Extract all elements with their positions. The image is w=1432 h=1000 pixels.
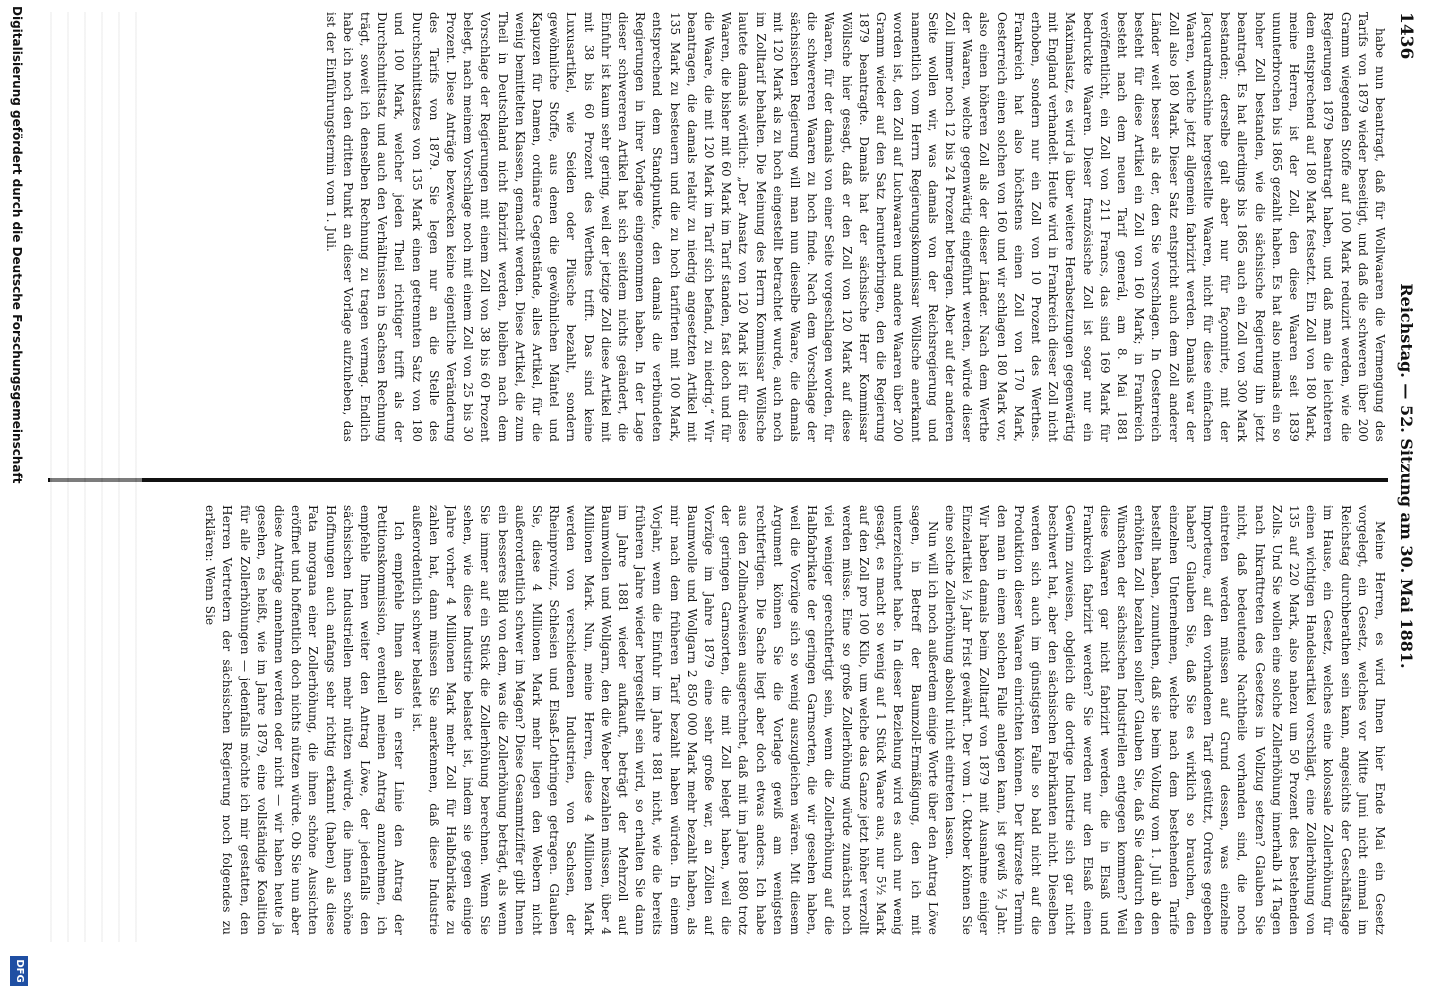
- show-through-text: [50, 12, 142, 942]
- paragraph: Ich empfehle Ihnen also in erster Linie den Antrag der Petitionskommission, eventuell meinen Antrag anzunehmen, ich empfehle Ihnen weiter den Antrag Löwe, der jedenfalls den sächsischen Industriellen mehr nützen würde, die ihnen schöne Hoffnungen auch anfangs sehr richtig erkannt (haben) als diese Fata morgana einer Zollerhöhung, die ihnen schöne Aussichten eröffnet und hoffentlich doch nichts nützen würde. Ob Sie nun aber diese Anträge annehmen werden oder nicht — wir haben heute ja gesehen, es heißt, wie im Jahre 1879, eine vollständige Koalition für alle Zollerhöhungen — jedenfalls möchte ich mir gestatten, den Herren Vertretern der sächsischen Regierung noch folgendes zu erklären: Wenn Sie: [203, 505, 407, 935]
- dfg-logo-icon: DFG: [10, 956, 28, 986]
- left-column: [148, 12, 1388, 442]
- paragraph: Nun will ich noch außerdem einige Worte über den Antrag Löwe sagen, in Betreff der Baumzoll-Ermäßigung, den ich mit unterzeichnet habe. In dieser Beziehung wird es auch nur wenig gesagt, es macht so wenig auf 1 Stück Waare aus, nur 5½ Mark auf den Zoll pro 100 Kilo, um welche das Ganze jetzt höher verzollt werden müsse. Eine so große Zollerhöhung würde zunächst noch viel weniger gerechtfertigt sein, wenn die Zollerhöhung auf die Halbfabrikate der geringen Garnsorten, die wir gesehen haben, weil die Vorzüge sich so wenig auszugleichen wären. Mit diesem Argument können Sie die Vorlage gewiß am wenigsten rechtfertigen. Die Sache liegt aber doch etwas anders. Ich habe aus den Zollnachweisen ausgerechnet, daß mit im Jahre 1880 trotz der geringen Garnsorten, die mit Zoll belegt haben, weil die Vorzüge im Jahre 1879 eine sehr große war, an Zöllen auf Baumwolle und Wollgarn 2 850 000 Mark mehr bezahlt haben, als mir nach dem früheren Tarif bezahlt haben würden. In einem Vorjahr, wenn die Einfuhr im Jahre 1881 nicht, wie die bereits früheren Jahre wieder hergestellt sein wird, so erhalten Sie dann im Jahre 1881 wieder aufkauft, beträgt der Mehrzoll auf Baumwollen und Wollgarn, den die Weber bezahlen müssen, über 4 Millionen Mark. Nun, meine Herren, diese 4 Millionen Mark werden von verschiedenen Industrien, von Sachsen, der Rheinprovinz, Schlesien und Elsaß-Lothringen getragen. Glauben Sie, diese 4 Millionen Mark mehr liegen den Webern nicht außerordentlich schwer im Magen? Diese Gesammtziffer gibt Ihnen ein besseres Bild von dem, was die Zollerhöhung beträgt, als wenn Sie immer auf ein Stück die Zollerhöhung berechnen. Wenn Sie sehen, wie diese Industrie belastet ist, indem sie gegen einige Jahre vorher 4 Millionen Mark mehr Zoll für Halbfabrikate zu zahlen hat, dann müssen Sie anerkennen, daß diese Industrie außerordentlich schwer belastet ist.: [409, 505, 940, 935]
- right-column: [148, 505, 1388, 935]
- footer-credit: Digitalisierung gefördert durch die Deutsche Forschungsgemeinschaft: [10, 6, 24, 484]
- page-header: [1386, 12, 1422, 940]
- page-number: 1436: [1396, 12, 1416, 60]
- column-divider: [48, 478, 1388, 482]
- paragraph: habe nun beantragt, daß für Wollwaaren die Vermengung des Tarifs von 1879 wieder beseitigt, und daß die schweren über 200 Gramm wiegenden Stoffe auf 100 Mark reduzirt werden, wie die Regierungen 1879 beantragt haben, und daß man die leichteren dem entsprechend auf 180 Mark festsetzt. Ein Zoll von 180 Mark, meine Herren, ist der Zoll, den diese Waaren seit 1839 ununterbrochen bis 1865 gezahlt haben. Es hat also niemals ein so hoher Zoll bestanden, wie die sächsische Regierung ihn jetzt beantragt. Es hat allerdings bis 1865 auch ein Zoll von 300 Mark bestanden; derselbe galt aber nur für façonnirte, mit der Jacquardmaschine hergestellte Waaren, nicht für diese einfachen Waaren, welche jetzt allgemein fabrizirt werden. Damals war der Zoll also 180 Mark. Dieser Satz entspricht auch dem Zoll anderer Länder weit besser als der, den Sie vorschlagen. In Oesterreich besteht für diese Artikel ein Zoll von 160 Mark; in Frankreich besteht nach dem neuen Tarif generál, am 8. Mai 1881 veröffentlicht, ein Zoll von 211 Francs, das sind 169 Mark für bedruckte Waaren. Dieser französische Zoll ist sogar nur ein Maximalsatz, es wird ja über weitere Herabsetzungen gegenwärtig mit England verhandelt. Heute wird in Frankreich dieser Zoll nicht erhoben, sondern nur ein Zoll von 10 Prozent des Werthes. Frankreich hat also höchstens einen Zoll von 170 Mark, Oesterreich einen solchen von 160 und wir schlagen 180 Mark vor, also einen höheren Zoll als der dieser Länder. Nach dem Werthe der Waaren, welche gegenwärtig eingeführt werden, würde dieser Zoll immer noch 12 bis 24 Prozent betragen. Aber auf der anderen Seite wollen wir, was damals von der Reichsregierung und namentlich vom Herrn Regierungskommissar Wöllsche anerkannt worden ist, den Zoll auf Luchwaaren und andere Waaren über 200 Gramm wieder auf den Satz herunterbringen, den die Regierung 1879 beantragte. Damals hat der sächsische Herr Kommissar Wöllsche hier gesagt, daß er den Zoll von 120 Mark auf diese Waaren, für der damals von einer Seite vorgeschlagen worden, für die schwereren Waaren zu hoch finde. Nach dem Vorschlage der sächsischen Regierung will man nun dieselbe Waare, die damals mit 120 Mark als zu hoch eingestellt betrachtet wurde, auch noch im Zolltarif behalten. Die Meinung des Herrn Kommissar Wöllsche lautete damals wörtlich: „Der Ansatz von 120 Mark ist für diese Waaren, die bisher mit 60 Mark im Tarif standen, fast doch und für die Waare, die mit 120 Mark im Tarif sich befand, zu niedrig.“ Wir beantragen, die damals relativ zu niedrig angesetzten Artikel mit 135 Mark zu besteuern und die zu hoch tarifirten mit 100 Mark, entsprechend dem Standpunkte, den damals die verbündeten Regierungen in ihrer Vorlage eingenommen haben. In der Lage dieser schwereren Artikel hat sich seitdem nichts geändert, die Einfuhr ist kaum sehr gering, weil der jetzige Zoll diese Artikel mit mit 38 bis 60 Prozent des Werthes trifft. Das sind keine Luxusartikel, wie Seiden oder Plüsche bezahlt, sondern gewöhnliche Stoffe, aus denen die gewöhnlichen Mäntel und Kapuzen für Damen, ordinäre Gegenstände, alles Artikel, für die wenig bemittelten Klassen, gemacht werden. Diese Artikel, die zum Theil in Deutschland nicht fabrizirt werden, bleiben nach dem Vorschlage der Regierungen mit einem Zoll von 38 bis 60 Prozent belegt, nach meinem Vorschlage noch mit einem Zoll von 25 bis 30 Prozent. Diese Anträge bezwecken keine eigentliche Veränderung des Tarifs von 1879. Sie legen nur an die Stelle des Durchschnittsatzes von 135 Mark einen getrennten Satz von 180 und 100 Mark, welcher jeden Theil richtiger trifft als der Durchschnittsatz und auch den Verhältnissen in Sachsen Rechnung trägt, soweit ich denselben Rechnung zu tragen vermag. Endlich habe ich noch den dritten Punkt an dieser Vorlage aufzuheben, das ist der Einführungstermin vom 1. Juli.: [323, 12, 1387, 442]
- paragraph: Meine Herren, es wird Ihnen hier Ende Mai ein Gesetz vorgelegt, ein Gesetz, welches vor Mitte Juni nicht einmal im Reichstag durchberathen sein kann, angesichts der Geschäftslage im Hause, ein Gesetz, welches eine kolossale Zollerhöhung für einen wichtigen Handelsartikel vorschlägt, eine Zollerhöhung von 135 auf 220 Mark, also nahezu um 50 Prozent des bestehenden Zolls. Und Sie wollen eine solche Zollerhöhung innerhalb 14 Tagen nach Inkrafttreten des Gesetzes in Vollzug setzen? Glauben Sie nicht, daß bedeutende Nachtheile vorhanden sind, die noch eintreten werden müssen auf Grund dessen, was einzelne Importeure, auf den vorhandenen Tarif gestützt, Ordres gegeben haben? Glauben Sie, daß Sie es wirklich so brauchen, den einzelnen Unternehmen, welche nach dem bestehenden Tarife bestellt haben, zumuthen, daß sie beim Vollzug vom 1. Juli ab den erhöhten Zoll bezahlen sollen? Glauben Sie, daß Sie dadurch den Wünschen der sächsischen Industriellen entgegen kommen? Weil diese Waaren gar nicht fabrizirt werden, die in Elsaß und Frankreich fabrizirt werden? Sie werden nur den Elsaß einen Gewinn zuweisen, obgleich die dortige Industrie sich gar nicht beschwert hat, aber den sächsischen Fabrikanten nicht. Dieselben werden sich auch im günstigsten Falle so bald nicht auf die Produktion dieser Waaren einrichten können. Der kürzeste Termin den man in einem solchen Falle anlegen kann, ist gewiß ½ Jahr. Wir haben damals beim Zolltarif von 1879 mit Ausnahme einiger Einzelartikel ½ Jahr Frist gewährt. Der vom 1. Oktober können Sie eine solche Zollerhöhung absolut nicht eintreten lassen.: [942, 505, 1387, 935]
- running-head: Reichstag. — 52. Sitzung am 30. Mai 1881.: [1397, 283, 1416, 669]
- digitization-footer: [2, 0, 32, 1000]
